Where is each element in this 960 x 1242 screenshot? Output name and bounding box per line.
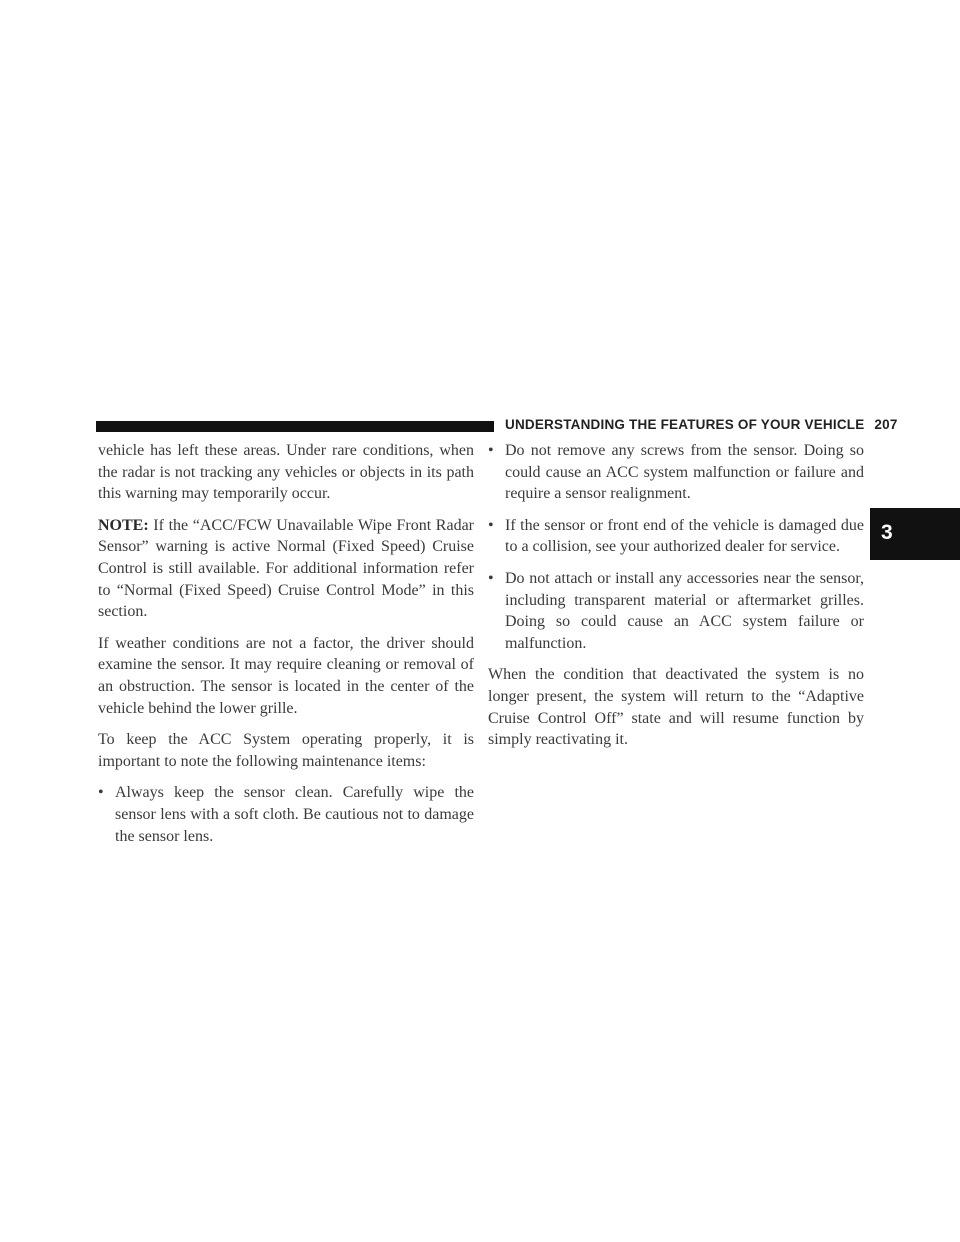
paragraph: To keep the ACC System operating properly, it is important to note the following maintenance items: — [98, 731, 474, 770]
bullet-icon: • — [488, 569, 494, 587]
bullet-list — [488, 440, 864, 654]
list-item-text: If the sensor or front end of the vehicle is damaged due to a collision, see your authorized dealer for service. — [505, 516, 864, 556]
note-label: NOTE: — [98, 516, 149, 534]
chapter-tab: 3 — [870, 508, 960, 560]
section-title: UNDERSTANDING THE FEATURES OF YOUR VEHICLE — [505, 417, 865, 432]
paragraph: vehicle has left these areas. Under rare conditions, when the radar is not tracking any vehicles or objects in its path this warning may temporarily occur. — [98, 442, 474, 503]
bullet-icon: • — [488, 516, 494, 534]
running-header — [505, 417, 898, 432]
right-column — [488, 440, 864, 761]
list-item-text: Do not remove any screws from the sensor. Doing so could cause an ACC system malfunction or failure and require a sensor realignment. — [505, 442, 864, 503]
list-item — [488, 440, 864, 505]
paragraph: When the condition that deactivated the system is no longer present, the system will return to the “Adaptive Cruise Control Off” state and will resume function by simply reactivating it. — [488, 666, 864, 749]
list-item — [488, 568, 864, 654]
left-column — [98, 440, 474, 857]
list-item-text: Always keep the sensor clean. Carefully wipe the sensor lens with a soft cloth. Be cautious not to damage the sensor lens. — [115, 784, 474, 845]
list-item — [98, 782, 474, 847]
header-rule — [96, 421, 494, 432]
paragraph: If weather conditions are not a factor, the driver should examine the sensor. It may require cleaning or removal of an obstruction. The sensor is located in the center of the vehicle behind the lower grille. — [98, 634, 474, 717]
note-paragraph — [98, 515, 474, 623]
bullet-list — [98, 782, 474, 847]
list-item-text: Do not attach or install any accessories near the sensor, including transparent material or aftermarket grilles. Doing so could cause an ACC system failure or malfunction. — [505, 569, 864, 652]
list-item — [488, 515, 864, 558]
note-text: If the “ACC/FCW Unavailable Wipe Front Radar Sensor” warning is active Normal (Fixed Speed) Cruise Control is still available. For additional information refer to “Normal (Fixed Speed) Cruise Control Mode” in this section. — [98, 516, 474, 621]
page-number: 207 — [874, 417, 898, 432]
bullet-icon: • — [98, 784, 104, 802]
bullet-icon: • — [488, 442, 494, 459]
